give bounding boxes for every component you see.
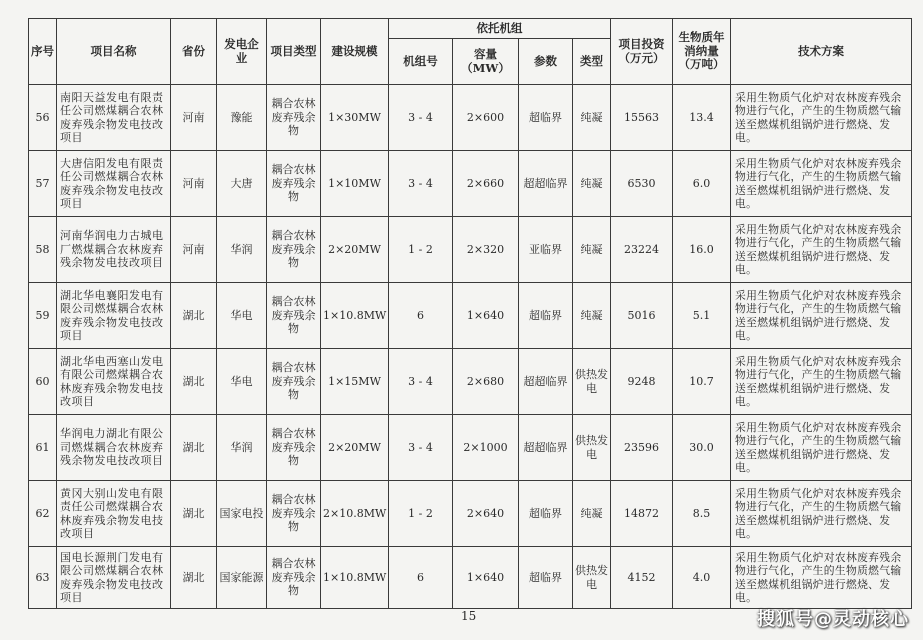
header-tech: 技术方案 — [731, 19, 912, 85]
cell-type: 耦合农林废弃残余物 — [267, 349, 321, 415]
cell-name: 湖北华电西塞山发电有限公司燃煤耦合农林废弃残余物发电技改项目 — [57, 349, 171, 415]
cell-capacity: 2×640 — [453, 481, 519, 547]
cell-company: 国家能源 — [217, 547, 267, 609]
cell-unit-no: 3 - 4 — [389, 349, 453, 415]
cell-province: 湖北 — [171, 283, 217, 349]
cell-seq: 60 — [29, 349, 57, 415]
table-row — [29, 217, 912, 283]
cell-biomass: 4.0 — [673, 547, 731, 609]
cell-type: 耦合农林废弃残余物 — [267, 481, 321, 547]
cell-unit-no: 3 - 4 — [389, 85, 453, 151]
cell-seq: 61 — [29, 415, 57, 481]
cell-unit-no: 3 - 4 — [389, 151, 453, 217]
cell-investment: 23596 — [611, 415, 673, 481]
cell-seq: 62 — [29, 481, 57, 547]
table-row — [29, 547, 912, 609]
header-investment: 项目投资（万元） — [611, 19, 673, 85]
cell-name: 国电长源荆门发电有限公司燃煤耦合农林废弃残余物发电技改项目 — [57, 547, 171, 609]
cell-tech: 采用生物质气化炉对农林废弃残余物进行气化，产生的生物质燃气输送至燃煤机组锅炉进行燃烧、发电。 — [731, 85, 912, 151]
cell-investment: 14872 — [611, 481, 673, 547]
cell-biomass: 13.4 — [673, 85, 731, 151]
cell-type: 耦合农林废弃残余物 — [267, 283, 321, 349]
cell-capacity: 2×660 — [453, 151, 519, 217]
cell-params: 超超临界 — [519, 151, 573, 217]
cell-scale: 1×10MW — [321, 151, 389, 217]
cell-biomass: 5.1 — [673, 283, 731, 349]
table-row — [29, 415, 912, 481]
cell-unit-type: 供热发电 — [573, 547, 611, 609]
cell-unit-type: 纯凝 — [573, 217, 611, 283]
page-number: 15 — [461, 609, 477, 623]
cell-tech: 采用生物质气化炉对农林废弃残余物进行气化，产生的生物质燃气输送至燃煤机组锅炉进行燃烧、发电。 — [731, 547, 912, 609]
cell-scale: 1×15MW — [321, 349, 389, 415]
cell-unit-no: 6 — [389, 283, 453, 349]
table-row — [29, 349, 912, 415]
cell-province: 河南 — [171, 85, 217, 151]
cell-province: 河南 — [171, 151, 217, 217]
cell-type: 耦合农林废弃残余物 — [267, 547, 321, 609]
cell-seq: 56 — [29, 85, 57, 151]
cell-company: 华电 — [217, 349, 267, 415]
cell-biomass: 8.5 — [673, 481, 731, 547]
cell-name: 华润电力湖北有限公司燃煤耦合农林废弃残余物发电技改项目 — [57, 415, 171, 481]
cell-seq: 59 — [29, 283, 57, 349]
cell-investment: 5016 — [611, 283, 673, 349]
cell-company: 大唐 — [217, 151, 267, 217]
cell-name: 湖北华电襄阳发电有限公司燃煤耦合农林废弃残余物发电技改项目 — [57, 283, 171, 349]
cell-unit-no: 3 - 4 — [389, 415, 453, 481]
cell-scale: 1×30MW — [321, 85, 389, 151]
cell-type: 耦合农林废弃残余物 — [267, 151, 321, 217]
table-row — [29, 151, 912, 217]
cell-province: 湖北 — [171, 349, 217, 415]
project-table — [28, 18, 912, 609]
header-scale: 建设规模 — [321, 19, 389, 85]
cell-params: 超临界 — [519, 85, 573, 151]
cell-name: 黄冈大别山发电有限责任公司燃煤耦合农林废弃残余物发电技改项目 — [57, 481, 171, 547]
cell-tech: 采用生物质气化炉对农林废弃残余物进行气化，产生的生物质燃气输送至燃煤机组锅炉进行燃烧、发电。 — [731, 283, 912, 349]
cell-name: 大唐信阳发电有限责任公司燃煤耦合农林废弃残余物发电技改项目 — [57, 151, 171, 217]
cell-company: 华电 — [217, 283, 267, 349]
cell-biomass: 6.0 — [673, 151, 731, 217]
header-province: 省份 — [171, 19, 217, 85]
header-params: 参数 — [519, 39, 573, 85]
cell-scale: 1×10.8MW — [321, 547, 389, 609]
cell-tech: 采用生物质气化炉对农林废弃残余物进行气化，产生的生物质燃气输送至燃煤机组锅炉进行燃烧、发电。 — [731, 481, 912, 547]
header-capacity: 容量（MW） — [453, 39, 519, 85]
header-biomass: 生物质年消纳量（万吨） — [673, 19, 731, 85]
cell-params: 超临界 — [519, 283, 573, 349]
cell-tech: 采用生物质气化炉对农林废弃残余物进行气化，产生的生物质燃气输送至燃煤机组锅炉进行燃烧、发电。 — [731, 151, 912, 217]
cell-capacity: 2×600 — [453, 85, 519, 151]
cell-tech: 采用生物质气化炉对农林废弃残余物进行气化，产生的生物质燃气输送至燃煤机组锅炉进行燃烧、发电。 — [731, 217, 912, 283]
cell-params: 超临界 — [519, 481, 573, 547]
cell-company: 华润 — [217, 217, 267, 283]
cell-name: 河南华润电力古城电厂燃煤耦合农林废弃残余物发电技改项目 — [57, 217, 171, 283]
header-type: 项目类型 — [267, 19, 321, 85]
cell-params: 超超临界 — [519, 349, 573, 415]
cell-seq: 57 — [29, 151, 57, 217]
cell-biomass: 30.0 — [673, 415, 731, 481]
cell-unit-type: 纯凝 — [573, 85, 611, 151]
cell-unit-no: 6 — [389, 547, 453, 609]
cell-province: 湖北 — [171, 481, 217, 547]
header-unit-type: 类型 — [573, 39, 611, 85]
cell-scale: 2×10.8MW — [321, 481, 389, 547]
cell-company: 国家电投 — [217, 481, 267, 547]
cell-capacity: 2×320 — [453, 217, 519, 283]
cell-unit-no: 1 - 2 — [389, 217, 453, 283]
header-seq: 序号 — [29, 19, 57, 85]
table-row — [29, 283, 912, 349]
cell-company: 豫能 — [217, 85, 267, 151]
cell-capacity: 2×680 — [453, 349, 519, 415]
cell-province: 湖北 — [171, 547, 217, 609]
header-unit-group: 依托机组 — [389, 19, 611, 39]
cell-params: 超超临界 — [519, 415, 573, 481]
cell-name: 南阳天益发电有限责任公司燃煤耦合农林废弃残余物发电技改项目 — [57, 85, 171, 151]
cell-investment: 15563 — [611, 85, 673, 151]
cell-province: 河南 — [171, 217, 217, 283]
cell-capacity: 2×1000 — [453, 415, 519, 481]
table-row — [29, 481, 912, 547]
header-unit-no: 机组号 — [389, 39, 453, 85]
cell-investment: 6530 — [611, 151, 673, 217]
cell-params: 亚临界 — [519, 217, 573, 283]
cell-unit-no: 1 - 2 — [389, 481, 453, 547]
cell-scale: 2×20MW — [321, 217, 389, 283]
cell-scale: 1×10.8MW — [321, 283, 389, 349]
cell-unit-type: 供热发电 — [573, 349, 611, 415]
cell-seq: 58 — [29, 217, 57, 283]
cell-unit-type: 纯凝 — [573, 481, 611, 547]
cell-unit-type: 纯凝 — [573, 283, 611, 349]
cell-biomass: 10.7 — [673, 349, 731, 415]
cell-province: 湖北 — [171, 415, 217, 481]
cell-type: 耦合农林废弃残余物 — [267, 415, 321, 481]
cell-company: 华润 — [217, 415, 267, 481]
cell-type: 耦合农林废弃残余物 — [267, 217, 321, 283]
cell-biomass: 16.0 — [673, 217, 731, 283]
cell-type: 耦合农林废弃残余物 — [267, 85, 321, 151]
cell-capacity: 1×640 — [453, 283, 519, 349]
cell-tech: 采用生物质气化炉对农林废弃残余物进行气化，产生的生物质燃气输送至燃煤机组锅炉进行燃烧、发电。 — [731, 349, 912, 415]
header-name: 项目名称 — [57, 19, 171, 85]
cell-investment: 23224 — [611, 217, 673, 283]
cell-investment: 4152 — [611, 547, 673, 609]
cell-seq: 63 — [29, 547, 57, 609]
table-row — [29, 85, 912, 151]
cell-tech: 采用生物质气化炉对农林废弃残余物进行气化，产生的生物质燃气输送至燃煤机组锅炉进行燃烧、发电。 — [731, 415, 912, 481]
watermark: 搜狐号@灵动核心 — [757, 609, 909, 630]
cell-params: 超临界 — [519, 547, 573, 609]
header-company: 发电企业 — [217, 19, 267, 85]
cell-unit-type: 供热发电 — [573, 415, 611, 481]
cell-unit-type: 纯凝 — [573, 151, 611, 217]
cell-capacity: 1×640 — [453, 547, 519, 609]
cell-investment: 9248 — [611, 349, 673, 415]
cell-scale: 2×20MW — [321, 415, 389, 481]
